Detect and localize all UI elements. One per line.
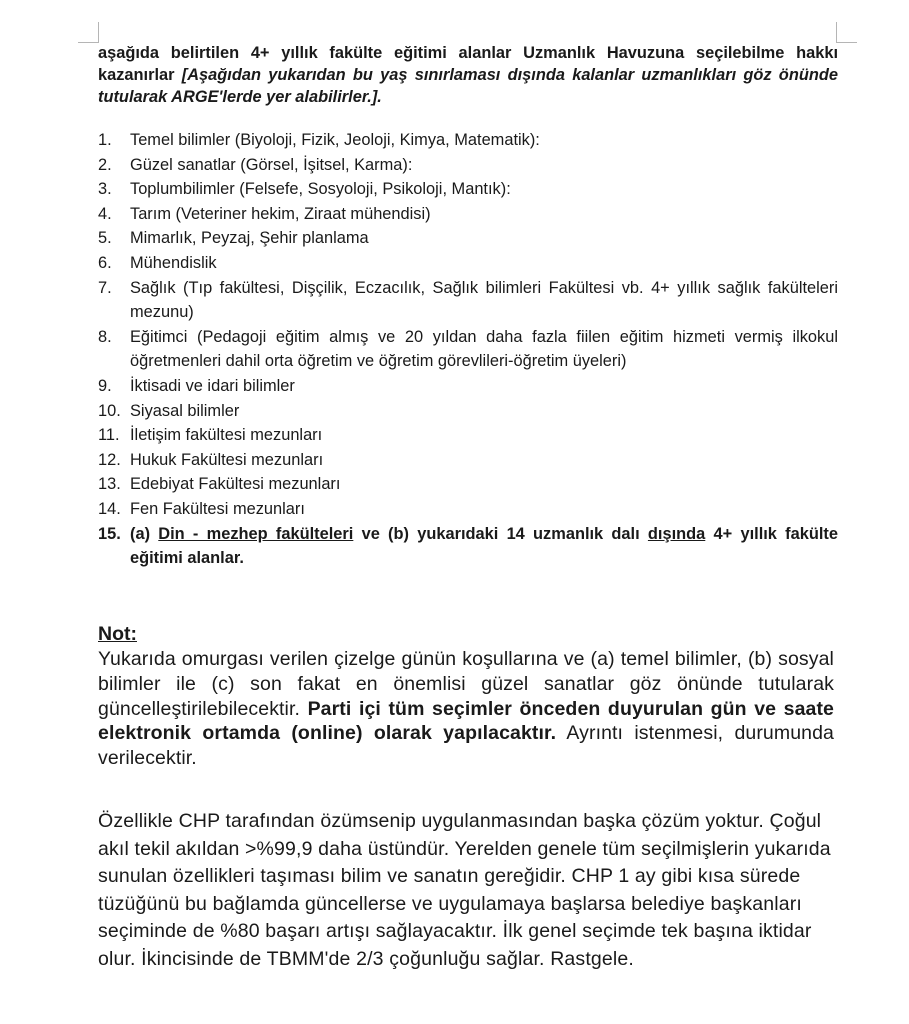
list-item-text-part: 4+ yıllık fakülte eğitimi alanlar. (130, 524, 838, 568)
list-item (98, 276, 838, 325)
note-heading: Not: (98, 623, 137, 645)
list-item-text: Hukuk Fakültesi mezunları (130, 450, 324, 469)
list-item-number: 5. (98, 229, 112, 248)
list-item-number: 14. (98, 499, 121, 518)
list-item-number: 4. (98, 204, 112, 223)
list-item-number: 10. (98, 401, 121, 420)
note-paragraph (98, 647, 834, 771)
specialization-list (98, 128, 838, 571)
list-item-number: 6. (98, 253, 112, 272)
list-item-text: Sağlık (Tıp fakültesi, Dişçilik, Eczacılık, Sağlık bilimleri Fakültesi vb. 4+ yıllık sağlık fakülteleri mezunu) (130, 278, 838, 322)
list-item-text: Eğitimci (Pedagoji eğitim almış ve 20 yıldan daha fazla fiilen eğitim hizmeti vermiş ilkokul öğretmenleri dahil orta öğretim ve öğretim görevlileri-öğretim üyeleri) (130, 327, 838, 371)
list-item-text: Toplumbilimler (Felsefe, Sosyoloji, Psikoloji, Mantık): (130, 180, 511, 199)
list-item-number: 3. (98, 180, 112, 199)
list-item (98, 374, 838, 399)
list-item-text: Siyasal bilimler (130, 401, 240, 420)
intro-italic-text: [Aşağıdan yukarıdan bu yaş sınırlaması dışında kalanlar uzmanlıkları göz önünde tutularak ARGE'lerde yer alabilirler.]. (98, 66, 838, 106)
list-item-text: Temel bilimler (Biyoloji, Fizik, Jeoloji, Kimya, Matematik): (130, 131, 540, 149)
list-item-number: 2. (98, 155, 112, 174)
list-item (98, 423, 838, 448)
note-bold-text: Parti içi tüm seçimler önceden duyurulan gün ve saate elektronik ortamda (online) olarak yapılacaktır. (98, 697, 834, 745)
list-item (98, 177, 838, 202)
page-corner-mark-right (836, 22, 857, 43)
list-item-number: 15. (98, 524, 121, 543)
list-item-text: Edebiyat Fakültesi mezunları (130, 475, 341, 494)
closing-paragraph: Özellikle CHP tarafından özümsenip uygulanmasından başka çözüm yoktur. Çoğul akıl tekil akıldan >%99,9 daha üstündür. Yerelden genele tüm seçilmişlerin yukarıda sunulan özellikleri taşıması bilim ve sanatın gereğidir. CHP 1 ay gibi kısa sürede tüzüğünü bu bağlamda güncellerse ve uygulamaya başlarsa belediye başkanları seçiminde de %80 başarı artışı sağlayacaktır. İlk genel seçimde tek başına iktidar olur. İkincisinde de TBMM'de 2/3 çoğunluğu sağlar. Rastgele. (98, 810, 831, 970)
list-item-text: Tarım (Veteriner hekim, Ziraat mühendisi) (130, 204, 431, 223)
list-item-number: 12. (98, 450, 121, 469)
list-item (98, 251, 838, 276)
list-item-text-part: ve (b) yukarıdaki 14 uzmanlık dalı (353, 524, 648, 543)
list-item-text: Fen Fakültesi mezunları (130, 499, 305, 518)
list-item (98, 497, 838, 522)
intro-bold-text: aşağıda belirtilen 4+ yıllık fakülte eğitimi alanlar Uzmanlık Havuzuna seçilebilme hakkı kazanırlar (98, 44, 838, 84)
note-text: Yukarıda omurgası verilen çizelge günün koşullarına ve (a) temel bilimler, (b) sosyal bilimler ile (c) son fakat en önemlisi güzel sanatlar göz önünde tutularak güncelleştirilebilecektir. (98, 648, 834, 720)
page-corner-mark-left (78, 22, 99, 43)
list-item-underlined-text: dışında (647, 524, 706, 543)
list-item-text: Mühendislik (130, 253, 217, 272)
list-item-text: İletişim fakültesi mezunları (130, 426, 323, 445)
list-item (98, 448, 838, 473)
list-item-number: 9. (98, 376, 112, 395)
list-item (98, 202, 838, 227)
list-item-number: 13. (98, 475, 121, 494)
list-item (98, 472, 838, 497)
note-text: Ayrıntı istenmesi, durumunda verilecektir. (98, 722, 834, 770)
list-item-number: 11. (98, 426, 120, 445)
list-item-text: Mimarlık, Peyzaj, Şehir planlama (130, 229, 369, 248)
list-item-number: 7. (98, 278, 112, 297)
intro-paragraph (98, 42, 838, 108)
list-item-text: Güzel sanatlar (Görsel, İşitsel, Karma): (130, 155, 413, 174)
list-item-final (98, 522, 838, 571)
list-item (98, 153, 838, 178)
list-item-number: 8. (98, 327, 112, 346)
list-item (98, 128, 838, 153)
list-item-number: 1. (98, 131, 112, 149)
list-item (98, 325, 838, 374)
list-item-text-part: (a) (130, 524, 159, 543)
list-item (98, 399, 838, 424)
list-item (98, 226, 838, 251)
list-item-text: İktisadi ve idari bilimler (130, 376, 295, 395)
list-item-underlined-text: Din - mezhep fakülteleri (158, 524, 354, 543)
